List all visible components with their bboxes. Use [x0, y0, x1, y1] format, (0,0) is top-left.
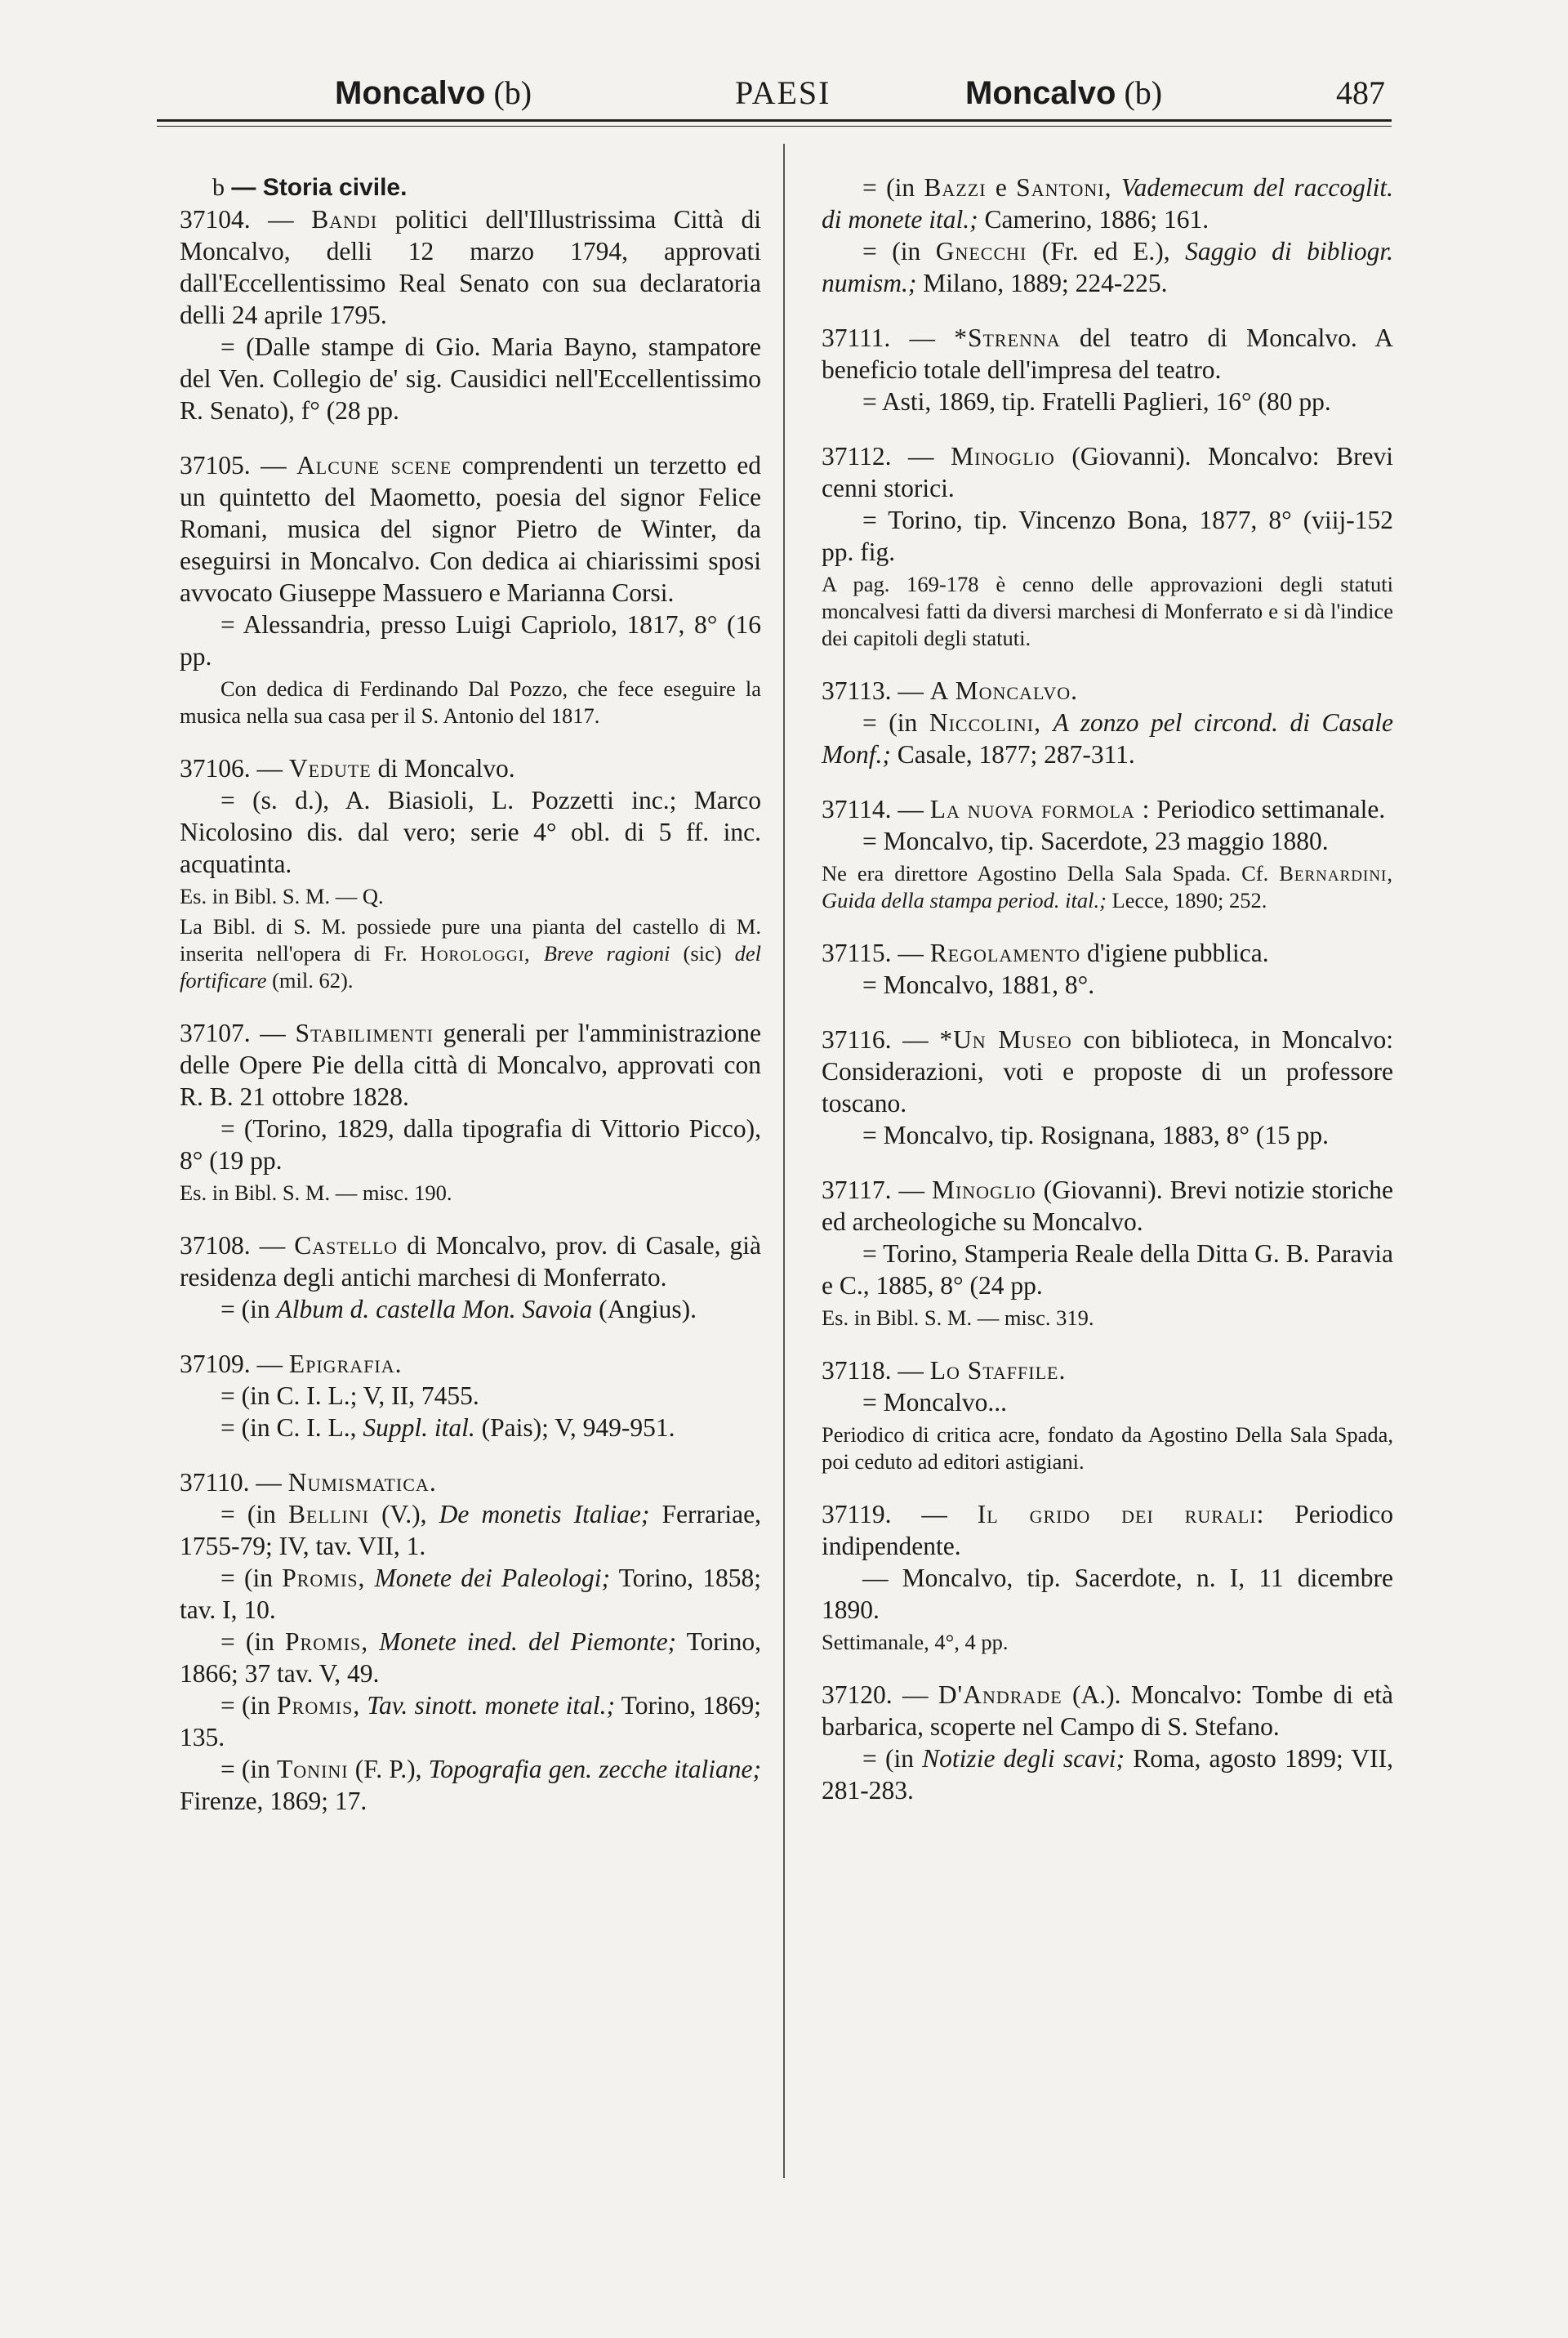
entry-text: (Giovanni). Brevi notizie storiche ed archeologiche su Moncalvo. — [822, 1176, 1394, 1236]
entry-imprint: = (in C. I. L.; V, II, 7455. — [220, 1381, 479, 1410]
entry-body — [822, 1679, 1393, 1742]
entry-imprint — [822, 707, 1393, 770]
entry-imprint — [180, 1626, 761, 1689]
entry-holding: Es. in Bibl. S. M. — misc. 319. — [822, 1305, 1094, 1330]
entry-number: 37117. — [822, 1176, 892, 1204]
entry-keyword: Alcune scene — [296, 451, 452, 480]
entry-body — [822, 1174, 1393, 1238]
entry-dash: — — [256, 754, 283, 783]
imprint-mid: e — [995, 173, 1007, 202]
imprint-pre: = (in — [862, 1744, 914, 1773]
entry-text: comprendenti un terzetto ed un quintetto del Maometto, poesia del signor Felice Romani, musica del signor Pietro de Winter, da eseguirsi in Moncalvo. Con dedica ai chiarissimi sposi avvocato Giuseppe Massuero e Marianna Corsi. — [180, 451, 762, 607]
imprint-pre: = (in — [220, 1295, 270, 1323]
entry-keyword: Lo Staffile. — [929, 1356, 1067, 1385]
entry-number: 37107. — [180, 1019, 251, 1047]
column-divider — [783, 144, 785, 2178]
entry-dash: — — [898, 795, 924, 823]
entry-body — [180, 449, 761, 609]
entry-37114 — [822, 793, 1393, 914]
entry-body — [180, 203, 761, 331]
imprint-pre: = (in — [220, 1627, 274, 1656]
note-end: Lecce, 1890; 252. — [1111, 888, 1267, 912]
imprint-pre: = (in — [220, 1691, 270, 1720]
section-title: Storia civile. — [262, 174, 408, 201]
entry-keyword: Numismatica. — [287, 1468, 437, 1497]
entry-imprint — [180, 1498, 761, 1562]
entry-number: 37120. — [822, 1680, 893, 1709]
running-head-left-suffix: (b) — [493, 74, 532, 111]
entry-body — [180, 752, 761, 784]
imprint-title: Vademecum del raccoglit. di monete ital.; — [822, 173, 1393, 234]
imprint-author: Bazzi — [924, 173, 987, 202]
entry-dash: — — [261, 451, 287, 480]
entry-imprint — [822, 1742, 1393, 1806]
note-title-cont: del fortificare — [180, 941, 761, 993]
entry-imprint: = Moncalvo, 1881, 8°. — [862, 970, 1095, 999]
entry-imprint: = (Torino, 1829, dalla tipografia di Vittorio Picco), 8° (19 pp. — [180, 1114, 761, 1175]
entry-imprint: = (s. d.), A. Biasioli, L. Pozzetti inc.; Marco Nicolosino dis. dal vero; serie 4° obl. di 5 ff. inc. acquatinta. — [180, 786, 761, 878]
entry-note: Periodico di critica acre, fondato da Agostino Della Sala Spada, poi ceduto ad editori astigiani. — [822, 1422, 1393, 1474]
entry-number: 37115. — [822, 939, 892, 967]
entry-holding: Es. in Bibl. S. M. — misc. 190. — [180, 1180, 452, 1205]
note-text: La Bibl. di S. M. possiede pure una pianta del castello di M. inserita nell'opera di Fr. — [180, 914, 761, 966]
entry-imprint: = Asti, 1869, tip. Fratelli Paglieri, 16° (80 pp. — [862, 387, 1331, 416]
running-head-left-title: Moncalvo — [335, 75, 486, 111]
entry-imprint: = Moncalvo... — [862, 1388, 1007, 1417]
entry-note: A pag. 169-178 è cenno delle approvazioni degli statuti moncalvesi fatti da diversi marchesi di Monferrato e si dà l'indice dei capitoli degli statuti. — [822, 572, 1393, 650]
imprint-pre: = (in — [862, 708, 918, 737]
imprint-title: De monetis Italiae; — [439, 1500, 650, 1528]
imprint-author-2: Santoni, — [1016, 173, 1112, 202]
imprint-pre: = (in — [862, 237, 921, 265]
imprint-pre: = (in — [862, 173, 915, 202]
entry-37108 — [180, 1229, 761, 1325]
imprint-author: Niccolini, — [929, 708, 1041, 737]
note-author: Bernardini, — [1279, 861, 1394, 886]
entry-body — [822, 1498, 1393, 1562]
imprint-title: Saggio di bibliogr. numism.; — [822, 237, 1394, 297]
entry-number: 37104. — [180, 205, 251, 234]
entry-37116 — [822, 1024, 1393, 1151]
entry-imprint: = Moncalvo, tip. Sacerdote, 23 maggio 1880. — [862, 827, 1329, 855]
running-head-center: PAESI — [735, 74, 831, 111]
entry-keyword: D'Andrade — [938, 1680, 1062, 1709]
entry-37104 — [180, 203, 761, 426]
imprint-end: Ferrariae, 1755-79; IV, tav. VII, 1. — [180, 1500, 762, 1560]
entry-37113 — [822, 675, 1393, 770]
entry-keyword: Regolamento — [929, 939, 1081, 967]
entry-imprint: = Torino, Stamperia Reale della Ditta G. B. Paravia e C., 1885, 8° (24 pp. — [822, 1239, 1393, 1300]
entry-note — [180, 913, 761, 994]
entry-number: 37114. — [822, 795, 892, 823]
entry-text: (Giovanni). Moncalvo: Brevi cenni storici. — [822, 442, 1394, 502]
entry-text: Periodico settimanale. — [1156, 795, 1386, 823]
section-letter: b — [212, 174, 225, 201]
right-column — [822, 172, 1393, 1829]
section-heading — [180, 172, 761, 203]
entry-imprint — [822, 235, 1393, 299]
entry-body — [822, 440, 1393, 504]
running-head-right-suffix: (b) — [1124, 74, 1163, 111]
entry-number: 37118. — [822, 1356, 892, 1385]
entry-body — [180, 1348, 761, 1380]
entry-body — [180, 1017, 761, 1113]
entry-body — [822, 793, 1393, 825]
entry-body — [180, 1229, 761, 1293]
entry-imprint — [180, 1412, 761, 1443]
entry-dash: — — [902, 1025, 929, 1054]
entry-37105 — [180, 449, 761, 730]
imprint-end: Firenze, 1869; 17. — [180, 1787, 368, 1815]
entry-number: 37111. — [822, 323, 891, 352]
entry-imprint — [822, 172, 1393, 235]
entry-imprint — [180, 1689, 761, 1753]
entry-text: con biblioteca, in Moncalvo: Considerazioni, voti e proposte di un professore toscano. — [822, 1025, 1394, 1118]
left-column — [180, 172, 761, 1840]
imprint-author: Promis, — [282, 1564, 366, 1592]
entry-37110-continued — [822, 172, 1393, 299]
entry-37120 — [822, 1679, 1393, 1806]
entry-imprint: — Moncalvo, tip. Sacerdote, n. I, 11 dicembre 1890. — [822, 1564, 1393, 1624]
entry-keyword: *Un Museo — [939, 1025, 1072, 1054]
page-number: 487 — [1336, 74, 1385, 111]
imprint-end: (Pais); V, 949-951. — [481, 1413, 675, 1442]
entry-number: 37113. — [822, 676, 892, 705]
entry-body — [822, 322, 1393, 386]
running-head-left — [335, 69, 532, 118]
entry-dash: — — [260, 1019, 286, 1047]
imprint-end: Roma, agosto 1899; VII, 281-283. — [822, 1744, 1393, 1805]
entry-keyword: Stabilimenti — [295, 1019, 434, 1047]
imprint-title: Topografia gen. zecche italiane; — [428, 1755, 761, 1783]
entry-note — [822, 860, 1393, 914]
entry-dash: — — [898, 676, 924, 705]
entry-number: 37116. — [822, 1025, 892, 1054]
imprint-end: Torino, 1869; 135. — [180, 1691, 762, 1751]
entry-body — [822, 675, 1393, 707]
note-title: Guida della stampa period. ital.; — [822, 888, 1107, 912]
entry-number: 37110. — [180, 1468, 250, 1497]
entry-imprint: = Moncalvo, tip. Rosignana, 1883, 8° (15 pp. — [862, 1121, 1330, 1149]
entry-keyword: Il grido dei rurali: — [977, 1500, 1265, 1528]
entry-number: 37108. — [180, 1231, 251, 1260]
entry-37111 — [822, 322, 1393, 417]
note-text: Ne era direttore Agostino Della Sala Spada. Cf. — [822, 861, 1269, 886]
entry-number: 37106. — [180, 754, 251, 783]
entry-dash: — — [256, 1468, 282, 1497]
entry-37118 — [822, 1354, 1393, 1475]
note-end: (mil. 62). — [272, 968, 354, 993]
entry-imprint: = (Dalle stampe di Gio. Maria Bayno, stampatore del Ven. Collegio de' sig. Causidici nell'Eccellentissimo R. Senato), f° (28 pp. — [180, 332, 761, 425]
section-dash: — — [231, 174, 256, 201]
imprint-title: Suppl. ital. — [363, 1413, 475, 1442]
entry-text: politici dell'Illustrissima Città di Moncalvo, delli 12 marzo 1794, approvati dall'Eccellentissimo Real Senato con sua declaratoria delli 24 aprile 1795. — [180, 205, 762, 329]
entry-imprint — [180, 1562, 761, 1626]
entry-dash: — — [898, 939, 924, 967]
note-author: Horologgi, — [420, 941, 531, 966]
entry-text: del teatro di Moncalvo. A beneficio totale dell'impresa del teatro. — [822, 323, 1393, 384]
imprint-author: Bellini — [288, 1500, 369, 1528]
entry-text: (A.). Moncalvo: Tombe di età barbarica, scoperte nel Campo di S. Stefano. — [822, 1680, 1393, 1741]
entry-37112 — [822, 440, 1393, 652]
entry-dash: — — [908, 442, 934, 471]
imprint-end: Casale, 1877; 287-311. — [897, 740, 1135, 769]
entry-text: di Moncalvo, prov. di Casale, già residenza degli antichi marchesi di Monferrato. — [180, 1231, 762, 1292]
entry-note: Con dedica di Ferdinando Dal Pozzo, che fece eseguire la musica nella sua casa per il S. Antonio del 1817. — [180, 676, 761, 728]
note-title: Breve ragioni — [543, 941, 670, 966]
imprint-title: Monete dei Paleologi; — [374, 1564, 610, 1592]
entry-dash: — — [268, 205, 294, 234]
entry-text: Periodico indipendente. — [822, 1500, 1394, 1560]
imprint-title: Monete ined. del Piemonte; — [379, 1627, 677, 1656]
entry-37117 — [822, 1174, 1393, 1332]
entry-dash: — — [256, 1350, 283, 1378]
imprint-pre: = (in — [220, 1564, 273, 1592]
imprint-title: Album d. castella Mon. Savoia — [276, 1295, 593, 1323]
entry-text: d'igiene pubblica. — [1086, 939, 1269, 967]
entry-37106 — [180, 752, 761, 994]
entry-keyword: Vedute — [288, 754, 372, 783]
imprint-mid: (V.), — [381, 1500, 427, 1528]
imprint-pre: = (in C. I. L., — [220, 1413, 357, 1442]
entry-keyword: Epigrafia. — [288, 1350, 403, 1378]
imprint-author: Gnecchi — [935, 237, 1027, 265]
imprint-title: Notizie degli scavi; — [922, 1744, 1125, 1773]
imprint-author: Tonini — [277, 1755, 349, 1783]
entry-37115 — [822, 937, 1393, 1001]
entry-body — [822, 1024, 1393, 1119]
entry-37119 — [822, 1498, 1393, 1656]
entry-body — [822, 1354, 1393, 1386]
entry-number: 37119. — [822, 1500, 892, 1528]
entry-imprint: = Alessandria, presso Luigi Capriolo, 1817, 8° (16 pp. — [180, 610, 761, 671]
entry-dash: — — [898, 1176, 924, 1204]
entry-37107 — [180, 1017, 761, 1207]
imprint-title: Tav. sinott. monete ital.; — [367, 1691, 616, 1720]
entry-number: 37105. — [180, 451, 251, 480]
entry-keyword: *Strenna — [954, 323, 1061, 352]
entry-keyword: A Moncalvo. — [929, 676, 1079, 705]
imprint-end: Camerino, 1886; 161. — [984, 205, 1209, 234]
imprint-pre: = (in — [220, 1500, 276, 1528]
entry-dash: — — [259, 1231, 286, 1260]
imprint-title: A zonzo pel circond. di Casale Monf.; — [822, 708, 1394, 769]
entry-keyword: Minoglio — [931, 1176, 1036, 1204]
entry-holding: Es. in Bibl. S. M. — Q. — [180, 884, 384, 908]
entry-number: 37112. — [822, 442, 892, 471]
imprint-end: Milano, 1889; 224-225. — [923, 269, 1168, 297]
entry-text: di Moncalvo. — [377, 754, 515, 783]
entry-body — [180, 1466, 761, 1498]
header-rule-thin — [157, 126, 1392, 127]
entry-body — [822, 937, 1393, 969]
entry-imprint — [180, 1293, 761, 1325]
running-head-right — [965, 69, 1162, 118]
note-sic: (sic) — [683, 941, 722, 966]
entry-number: 37109. — [180, 1350, 251, 1378]
entry-dash: — — [902, 1680, 929, 1709]
entry-37109 — [180, 1348, 761, 1443]
entry-text: generali per l'amministrazione delle Opere Pie della città di Moncalvo, approvati con R. B. 21 ottobre 1828. — [180, 1019, 762, 1111]
imprint-author: Promis, — [285, 1627, 369, 1656]
imprint-end: Torino, 1866; 37 tav. V, 49. — [180, 1627, 762, 1688]
entry-dash: — — [909, 323, 935, 352]
entry-keyword: La nuova formola : — [929, 795, 1151, 823]
imprint-end: (Angius). — [599, 1295, 697, 1323]
entry-keyword: Minoglio — [951, 442, 1055, 471]
imprint-mid: (Fr. ed E.), — [1041, 237, 1170, 265]
entry-dash: — — [921, 1500, 947, 1528]
imprint-pre: = (in — [220, 1755, 270, 1783]
imprint-end: Torino, 1858; tav. I, 10. — [180, 1564, 762, 1624]
entry-dash: — — [898, 1356, 924, 1385]
entry-keyword: Castello — [294, 1231, 399, 1260]
entry-keyword: Bandi — [311, 205, 378, 234]
imprint-mid: (F. P.), — [354, 1755, 422, 1783]
header-rule-thick — [157, 119, 1392, 122]
running-head-right-title: Moncalvo — [965, 75, 1116, 111]
entry-37110 — [180, 1466, 761, 1817]
entry-note: Settimanale, 4°, 4 pp. — [822, 1630, 1009, 1654]
entry-imprint: = Torino, tip. Vincenzo Bona, 1877, 8° (viij-152 pp. fig. — [822, 506, 1393, 566]
imprint-author: Promis, — [277, 1691, 361, 1720]
entry-imprint — [180, 1753, 761, 1817]
